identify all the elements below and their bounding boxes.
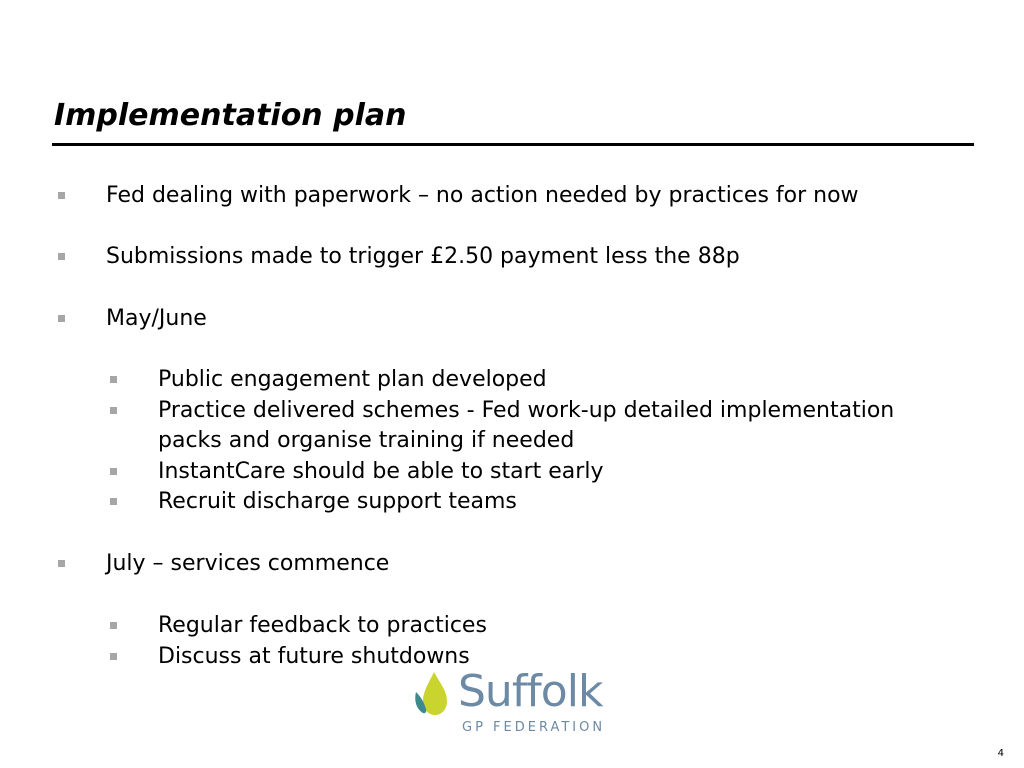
sub-bullet-text: Recruit discharge support teams [158, 489, 517, 514]
square-bullet-icon [58, 253, 65, 260]
slide-title: Implementation plan [54, 98, 407, 133]
bullet-item [106, 181, 859, 211]
sub-bullet-text: Discuss at future shutdowns [158, 644, 470, 669]
bullet-text: Fed dealing with paperwork – no action needed by practices for now [106, 183, 859, 208]
sub-bullet-item [158, 396, 894, 426]
bullet-item [106, 549, 389, 579]
logo-subtitle: GP FEDERATION [462, 720, 606, 735]
square-bullet-icon [58, 315, 65, 322]
sub-bullet-text: Regular feedback to practices [158, 613, 487, 638]
sub-bullet-text: Public engagement plan developed [158, 367, 547, 392]
square-bullet-icon [110, 376, 117, 383]
suffolk-gp-federation-logo [410, 666, 620, 740]
page-number: 4 [997, 748, 1004, 759]
square-bullet-icon [110, 622, 117, 629]
sub-bullet-item [158, 365, 547, 395]
sub-bullet-item [158, 611, 487, 641]
bullet-text: Submissions made to trigger £2.50 payment less the 88p [106, 244, 740, 269]
square-bullet-icon [110, 468, 117, 475]
square-bullet-icon [110, 407, 117, 414]
bullet-item [106, 304, 207, 334]
leaf-drop-icon [410, 670, 456, 720]
bullet-item [106, 242, 740, 272]
sub-bullet-text: packs and organise training if needed [158, 428, 575, 453]
sub-bullet-item [158, 487, 517, 517]
title-divider [52, 143, 974, 146]
square-bullet-icon [58, 560, 65, 567]
bullet-text: May/June [106, 306, 207, 331]
sub-bullet-text: InstantCare should be able to start early [158, 459, 604, 484]
square-bullet-icon [58, 192, 65, 199]
bullet-text: July – services commence [106, 551, 390, 576]
square-bullet-icon [110, 498, 117, 505]
sub-bullet-item [158, 457, 603, 487]
sub-bullet-continuation [158, 426, 574, 456]
logo-wordmark: Suffolk [458, 666, 603, 717]
sub-bullet-item [158, 642, 470, 672]
sub-bullet-text: Practice delivered schemes - Fed work-up detailed implementation [158, 398, 895, 423]
square-bullet-icon [110, 653, 117, 660]
